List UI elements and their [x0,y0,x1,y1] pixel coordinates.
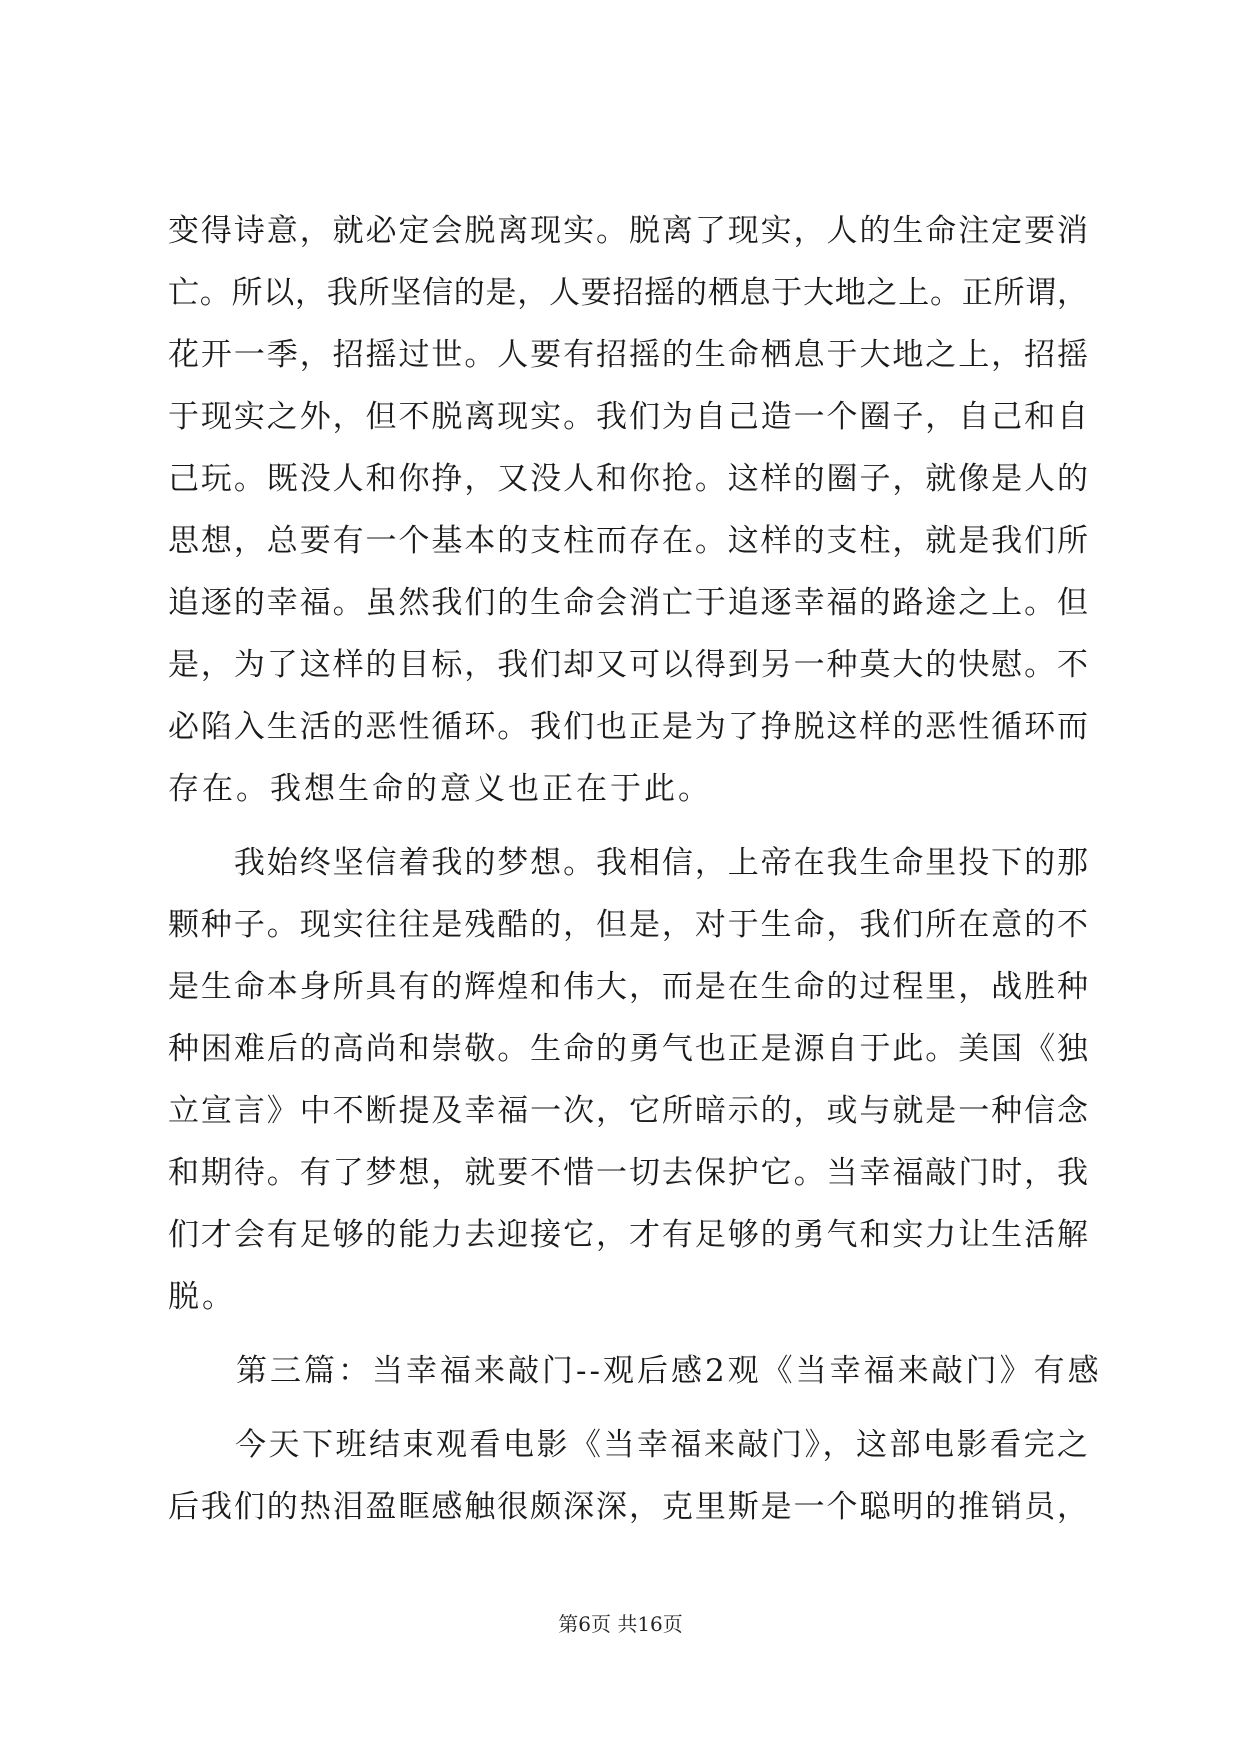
text-line: 立宣言》中不断提及幸福一次，它所暗示的，或与就是一种信念 [168,1093,1088,1129]
text-line: 思想，总要有一个基本的支柱而存在。这样的支柱，就是我们所 [168,523,1088,559]
text-line: 存在。我想生命的意义也正在于此。 [168,771,712,807]
text-line: 我始终坚信着我的梦想。我相信，上帝在我生命里投下的那 [168,845,1088,881]
text-line: 己玩。既没人和你挣，又没人和你抢。这样的圈子，就像是人的 [168,461,1088,497]
paragraph [168,832,1088,1328]
paragraph [168,1414,1088,1538]
text-line: 花开一季，招摇过世。人要有招摇的生命栖息于大地之上，招摇 [168,337,1088,373]
text-line: 于现实之外，但不脱离现实。我们为自己造一个圈子，自己和自 [168,399,1088,435]
page-number-footer: 第6页 共16页 [558,1612,683,1636]
text-line: 第三篇：当幸福来敲门--观后感2观《当幸福来敲门》有感 [168,1353,1102,1389]
text-line: 脱。 [168,1279,236,1315]
text-line: 亡。所以，我所坚信的是，人要招摇的栖息于大地之上。正所谓， [168,275,1088,311]
text-line: 种困难后的高尚和崇敬。生命的勇气也正是源自于此。美国《独 [168,1031,1088,1067]
text-line: 必陷入生活的恶性循环。我们也正是为了挣脱这样的恶性循环而 [168,709,1088,745]
paragraph [168,200,1088,820]
text-line: 是，为了这样的目标，我们却又可以得到另一种莫大的快慰。不 [168,647,1088,683]
text-line: 今天下班结束观看电影《当幸福来敲门》，这部电影看完之 [168,1427,1088,1463]
text-line: 们才会有足够的能力去迎接它，才有足够的勇气和实力让生活解 [168,1217,1088,1253]
section-heading [168,1340,1102,1402]
text-line: 是生命本身所具有的辉煌和伟大，而是在生命的过程里，战胜种 [168,969,1088,1005]
text-line: 后我们的热泪盈眶感触很颇深深，克里斯是一个聪明的推销员， [168,1489,1088,1525]
paragraph-spacer [168,820,1088,832]
text-line: 颗种子。现实往往是残酷的，但是，对于生命，我们所在意的不 [168,907,1088,943]
document-body [168,200,1102,1538]
text-line: 和期待。有了梦想，就要不惜一切去保护它。当幸福敲门时，我 [168,1155,1088,1191]
paragraph-spacer [168,1402,1088,1414]
text-line: 追逐的幸福。虽然我们的生命会消亡于追逐幸福的路途之上。但 [168,585,1088,621]
text-line: 变得诗意，就必定会脱离现实。脱离了现实，人的生命注定要消 [168,213,1088,249]
paragraph-spacer [168,1328,1088,1340]
